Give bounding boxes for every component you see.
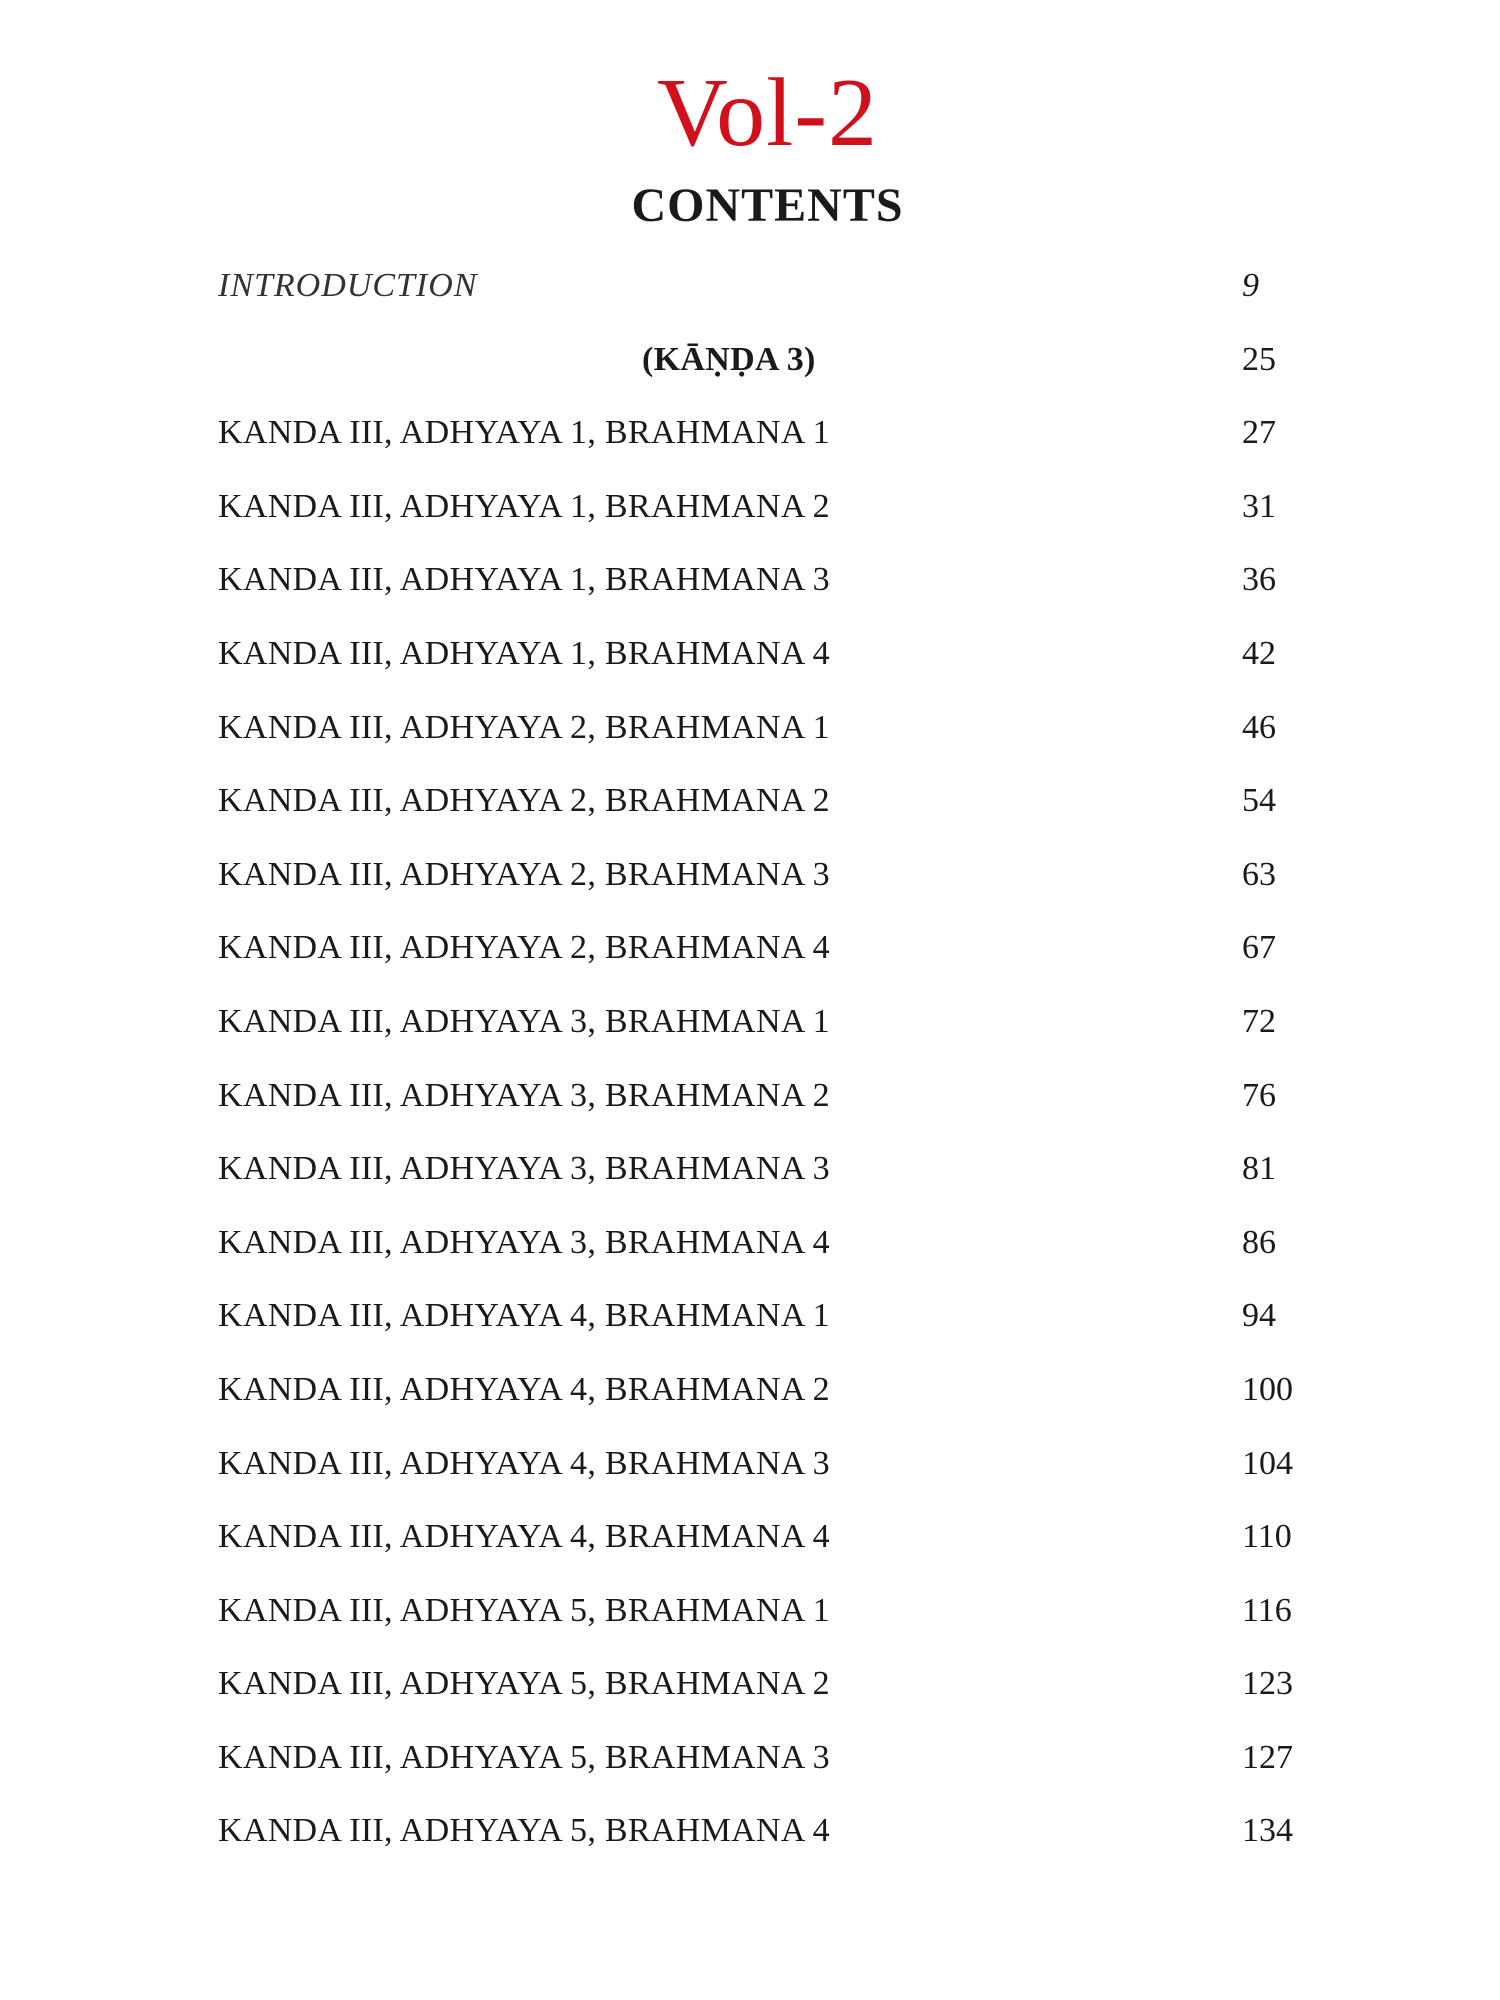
toc-entry-label: KANDA III, ADHYAYA 5, BRAHMANA 2 (218, 1665, 830, 1703)
toc-entry[interactable] (0, 479, 1500, 553)
toc-entry-page: 67 (1242, 929, 1276, 967)
toc-entry[interactable] (0, 920, 1500, 994)
toc-entry-page: 72 (1242, 1002, 1276, 1040)
toc-entry[interactable] (0, 994, 1500, 1068)
toc-entry[interactable] (0, 1436, 1500, 1510)
toc-entry-page: 31 (1242, 487, 1276, 525)
toc-entry-label: KANDA III, ADHYAYA 1, BRAHMANA 1 (218, 414, 830, 452)
toc-entry-label: KANDA III, ADHYAYA 1, BRAHMANA 4 (218, 634, 830, 672)
toc-entry-page: 27 (1242, 414, 1276, 452)
toc-entry-page: 36 (1242, 561, 1276, 599)
toc-entry-label: KANDA III, ADHYAYA 2, BRAHMANA 2 (218, 782, 830, 820)
toc-entry[interactable] (0, 552, 1500, 626)
toc-entry-page: 100 (1242, 1370, 1293, 1408)
toc-entry-page: 134 (1242, 1812, 1293, 1850)
toc-entry-label: KANDA III, ADHYAYA 4, BRAHMANA 1 (218, 1297, 830, 1335)
toc-section-page: 25 (1242, 340, 1276, 378)
table-of-contents (0, 258, 1500, 1877)
toc-entry-page: 123 (1242, 1665, 1293, 1703)
toc-entry-label: KANDA III, ADHYAYA 1, BRAHMANA 3 (218, 561, 830, 599)
toc-entry-page: 42 (1242, 634, 1276, 672)
toc-entry-page: 54 (1242, 782, 1276, 820)
toc-entry[interactable] (0, 626, 1500, 700)
toc-entry-page: 86 (1242, 1223, 1276, 1261)
toc-entry[interactable] (0, 1509, 1500, 1583)
toc-entry[interactable] (0, 1730, 1500, 1804)
toc-entry[interactable] (0, 405, 1500, 479)
toc-entry-list (0, 405, 1500, 1877)
toc-entry[interactable] (0, 1141, 1500, 1215)
toc-entry-label: KANDA III, ADHYAYA 3, BRAHMANA 4 (218, 1223, 830, 1261)
toc-section-label: (KĀṆḌA 3) (642, 340, 816, 378)
toc-entry[interactable] (0, 1068, 1500, 1142)
toc-entry-page: 116 (1242, 1591, 1292, 1629)
toc-entry[interactable] (0, 1583, 1500, 1657)
toc-entry-page: 94 (1242, 1297, 1276, 1335)
toc-entry-label: KANDA III, ADHYAYA 5, BRAHMANA 1 (218, 1591, 830, 1629)
toc-entry[interactable] (0, 1656, 1500, 1730)
volume-title: Vol-2 (656, 59, 878, 167)
toc-entry-label: KANDA III, ADHYAYA 4, BRAHMANA 2 (218, 1370, 830, 1408)
toc-entry[interactable] (0, 1288, 1500, 1362)
toc-entry-page: 63 (1242, 855, 1276, 893)
toc-entry-label: KANDA III, ADHYAYA 1, BRAHMANA 2 (218, 487, 830, 525)
toc-entry-label: KANDA III, ADHYAYA 4, BRAHMANA 4 (218, 1518, 830, 1556)
toc-entry[interactable] (0, 773, 1500, 847)
toc-entry-label: KANDA III, ADHYAYA 2, BRAHMANA 4 (218, 929, 830, 967)
toc-entry-label: KANDA III, ADHYAYA 5, BRAHMANA 4 (218, 1812, 830, 1850)
toc-entry-page: 110 (1242, 1518, 1292, 1556)
toc-entry-page: 46 (1242, 708, 1276, 746)
toc-section-kanda-3[interactable] (0, 332, 1500, 406)
toc-entry-page: 76 (1242, 1076, 1276, 1114)
contents-heading: CONTENTS (631, 179, 904, 232)
toc-entry-label: KANDA III, ADHYAYA 2, BRAHMANA 3 (218, 855, 830, 893)
toc-entry[interactable] (0, 1803, 1500, 1877)
toc-entry-label: KANDA III, ADHYAYA 5, BRAHMANA 3 (218, 1738, 830, 1776)
toc-entry-label: INTRODUCTION (218, 267, 478, 304)
toc-entry[interactable] (0, 1362, 1500, 1436)
toc-entry[interactable] (0, 700, 1500, 774)
toc-entry-page: 9 (1242, 267, 1259, 304)
toc-entry-introduction[interactable] (0, 258, 1500, 332)
toc-entry-page: 127 (1242, 1738, 1293, 1776)
toc-entry[interactable] (0, 847, 1500, 921)
toc-entry-page: 104 (1242, 1444, 1293, 1482)
toc-entry-label: KANDA III, ADHYAYA 3, BRAHMANA 1 (218, 1002, 830, 1040)
toc-entry-page: 81 (1242, 1150, 1276, 1188)
toc-entry-label: KANDA III, ADHYAYA 3, BRAHMANA 3 (218, 1150, 830, 1188)
toc-entry-label: KANDA III, ADHYAYA 2, BRAHMANA 1 (218, 708, 830, 746)
toc-entry-label: KANDA III, ADHYAYA 4, BRAHMANA 3 (218, 1444, 830, 1482)
toc-entry[interactable] (0, 1215, 1500, 1289)
toc-entry-label: KANDA III, ADHYAYA 3, BRAHMANA 2 (218, 1076, 830, 1114)
